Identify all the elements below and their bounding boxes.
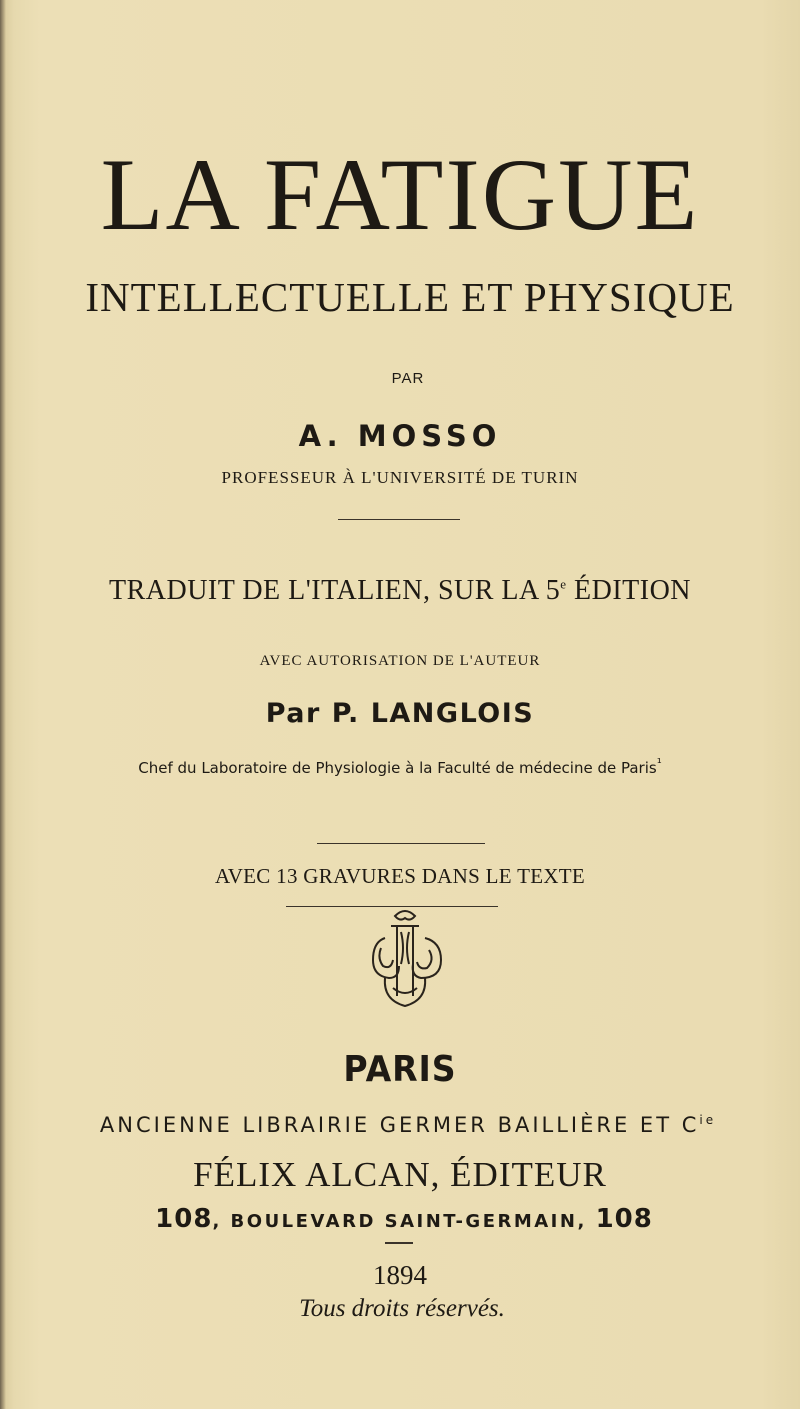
- emblem-rule: [286, 906, 498, 907]
- publisher-monogram-icon: [355, 908, 455, 1024]
- footnote-mark: ¹: [656, 755, 662, 770]
- address-number: 108: [155, 1204, 213, 1234]
- edition-superscript: e: [560, 576, 567, 592]
- translation-edition-text: TRADUIT DE L'ITALIEN, SUR LA 5: [108, 575, 561, 606]
- translator-role: [0, 757, 800, 776]
- publisher-address: [4, 1206, 800, 1232]
- imprint-city: PARIS: [343, 1049, 457, 1090]
- divider-rule: [338, 519, 460, 520]
- authorisation-note: AVEC AUTORISATION DE L'AUTEUR: [259, 653, 541, 669]
- translator-name: Par P. LANGLOIS: [265, 698, 535, 729]
- book-title: LA FATIGUE: [100, 138, 700, 252]
- publication-year: 1894: [373, 1260, 427, 1290]
- book-subtitle: INTELLECTUELLE ET PHYSIQUE: [85, 274, 735, 320]
- translator-role-text: Chef du Laboratoire de Physiologie à la Faculté de médecine de Paris: [138, 759, 657, 777]
- address-street: , BOULEVARD SAINT-GERMAIN,: [212, 1211, 596, 1232]
- publisher-name: FÉLIX ALCAN, ÉDITEUR: [193, 1155, 607, 1194]
- rights-notice: Tous droits réservés.: [299, 1295, 505, 1322]
- translation-edition: [0, 577, 800, 605]
- year-dash: [385, 1242, 413, 1244]
- former-library-superscript: ie: [699, 1113, 717, 1127]
- author-role: PROFESSEUR À L'UNIVERSITÉ DE TURIN: [221, 468, 579, 487]
- former-library-text: ANCIENNE LIBRAIRIE GERMER BAILLIÈRE ET C: [99, 1113, 700, 1137]
- address-number: 108: [595, 1204, 653, 1234]
- former-library: [8, 1114, 800, 1136]
- divider-rule: [317, 843, 485, 844]
- translation-edition-suffix: ÉDITION: [566, 575, 692, 606]
- engravings-note: AVEC 13 GRAVURES DANS LE TEXTE: [214, 864, 586, 888]
- by-label: PAR: [391, 370, 425, 387]
- author-name: A. MOSSO: [298, 419, 502, 453]
